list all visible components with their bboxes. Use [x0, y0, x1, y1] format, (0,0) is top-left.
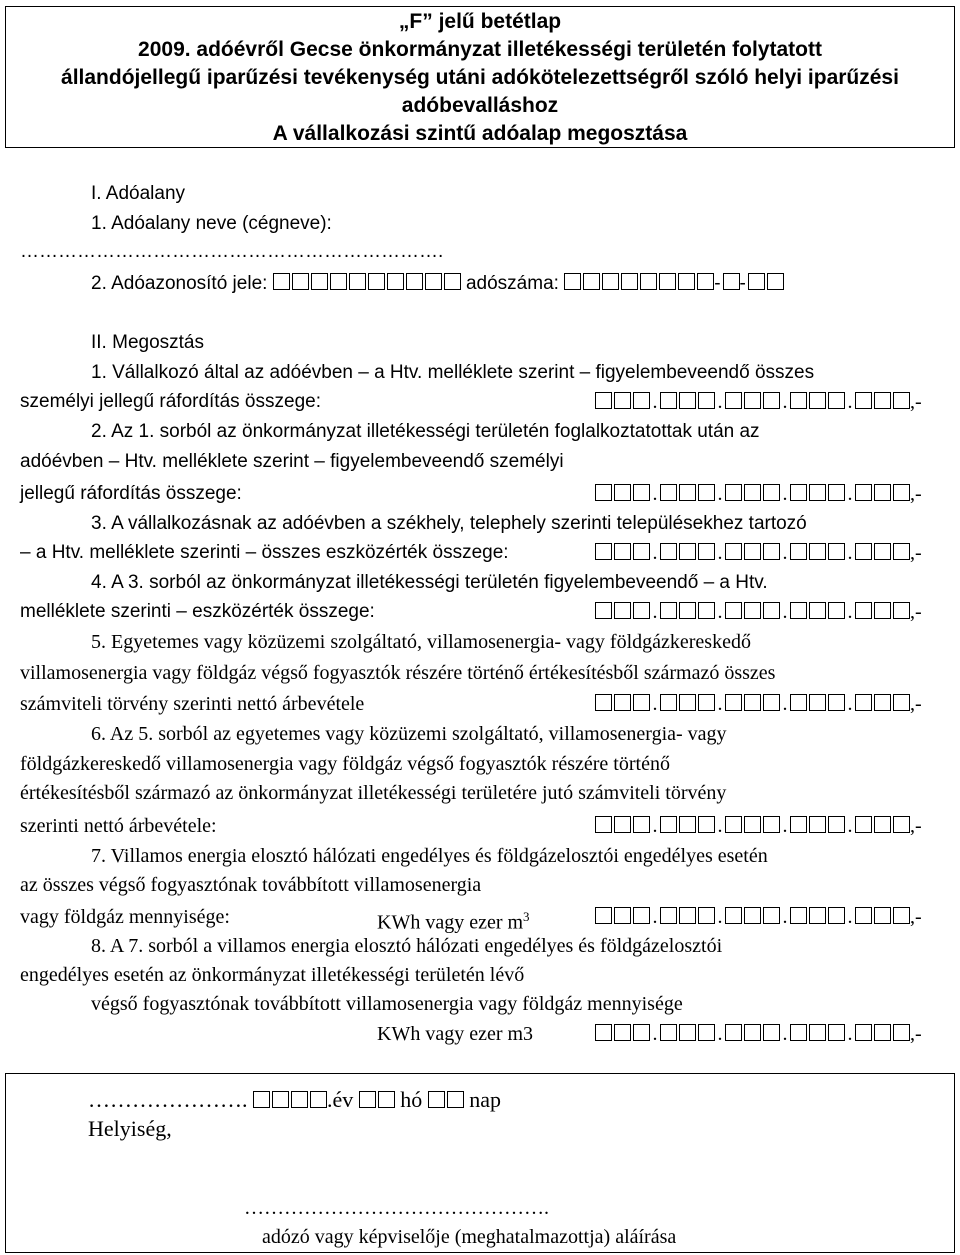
signature-box — [5, 1073, 955, 1253]
header-line-3: állandójellegű iparűzési tevékenység utáni adókötelezettségről szóló helyi iparűzési — [61, 66, 899, 89]
taxpayer-name-label: 1. Adóalany neve (cégneve): — [91, 213, 332, 234]
form-title: „F” jelű betétlap — [398, 10, 562, 33]
year-label: .év — [327, 1087, 354, 1112]
item-3-line-a: 3. A vállalkozásnak az adóévben a székhely, telephely szerinti településekhez tartozó — [91, 513, 807, 534]
tax-id-row — [91, 272, 784, 296]
tax-id-label: 2. Adóazonosító jele: — [91, 273, 268, 294]
item-6-line-b: földgázkereskedő villamosenergia vagy földgáz végső fogyasztók részére történő — [20, 753, 670, 775]
item-8-amount-boxes[interactable]: . . . . ,- — [595, 1022, 920, 1046]
day-label: nap — [469, 1087, 502, 1112]
day-boxes[interactable] — [428, 1086, 464, 1114]
item-4-line-a: 4. A 3. sorból az önkormányzat illetékességi területén figyelembeveendő – a Htv. — [91, 572, 768, 593]
item-4-line-b: melléklete szerinti – eszközérték összege: — [20, 601, 375, 622]
signature-field[interactable]: ………………………………………. — [244, 1197, 549, 1219]
tax-id-boxes[interactable] — [273, 272, 461, 296]
signature-label: adózó vagy képviselője (meghatalmazottja) aláírása — [262, 1226, 677, 1248]
item-8-unit: KWh vagy ezer m3 — [377, 1023, 534, 1045]
header-line-5: A vállalkozási szintű adóalap megosztása — [272, 122, 688, 145]
item-3-amount-boxes[interactable]: . . . . ,- — [595, 541, 920, 565]
place-field[interactable]: …………………. — [88, 1087, 248, 1112]
item-1-line-a: 1. Vállalkozó által az adóévben – a Htv. melléklete szerint – figyelembeveendő összes — [91, 362, 815, 383]
item-5-line-c: számviteli törvény szerinti nettó árbevétele — [20, 693, 365, 715]
date-row — [88, 1086, 501, 1114]
year-boxes[interactable] — [253, 1086, 327, 1114]
item-5-amount-boxes[interactable]: . . . . ,- — [595, 692, 920, 716]
item-1-line-b: személyi jellegű ráfordítás összege: — [20, 391, 321, 412]
item-8-line-a: 8. A 7. sorból a villamos energia elosztó hálózati engedélyes és földgázelosztói — [91, 935, 723, 957]
item-5-line-b: villamosenergia vagy földgáz végső fogyasztók részére történő értékesítésből származó összes — [20, 662, 776, 684]
section-2-heading: II. Megosztás — [91, 332, 204, 353]
item-2-amount-boxes[interactable]: . . . . ,- — [595, 482, 920, 506]
item-7-line-a: 7. Villamos energia elosztó hálózati engedélyes és földgázelosztói engedélyes esetén — [91, 845, 768, 867]
item-7-line-c: vagy földgáz mennyisége: — [20, 906, 230, 928]
item-1-amount-boxes[interactable]: . . . . ,- — [595, 390, 920, 414]
item-6-line-d: szerinti nettó árbevétele: — [20, 815, 217, 837]
item-6-amount-boxes[interactable]: . . . . ,- — [595, 814, 920, 838]
item-2-line-b: adóévben – Htv. melléklete szerint – figyelembeveendő személyi — [20, 451, 564, 472]
item-8-line-b: engedélyes esetén az önkormányzat illetékességi területén lévő — [20, 964, 525, 986]
header-line-2: 2009. adóévről Gecse önkormányzat illetékességi területén folytatott — [138, 38, 822, 61]
tax-number-boxes[interactable]: - - — [564, 272, 784, 296]
tax-number-label: adószáma: — [465, 273, 559, 294]
item-5-line-a: 5. Egyetemes vagy közüzemi szolgáltató, villamosenergia- vagy földgázkereskedő — [91, 631, 751, 653]
month-label: hó — [400, 1087, 423, 1112]
item-6-line-c: értékesítésből származó az önkormányzat illetékességi területére jutó számviteli törvény — [20, 782, 727, 804]
item-6-line-a: 6. Az 5. sorból az egyetemes vagy közüzemi szolgáltató, villamosenergia- vagy — [91, 723, 727, 745]
section-1-heading: I. Adóalany — [91, 183, 186, 204]
item-2-line-c: jellegű ráfordítás összege: — [20, 483, 242, 504]
item-7-unit: KWh vagy ezer $m^3$ — [377, 909, 530, 934]
item-2-line-a: 2. Az 1. sorból az önkormányzat illetékességi területén foglalkoztatottak után az — [91, 421, 760, 442]
header-box — [5, 6, 955, 148]
item-3-line-b: – a Htv. melléklete szerinti – összes eszközérték összege: — [20, 542, 509, 563]
item-8-line-c: végső fogyasztónak továbbított villamosenergia vagy földgáz mennyisége — [91, 993, 683, 1015]
place-label: Helyiség, — [88, 1116, 172, 1141]
item-4-amount-boxes[interactable]: . . . . ,- — [595, 600, 920, 624]
taxpayer-name-field[interactable]: …………………………………………………………. — [20, 241, 444, 262]
item-7-line-b: az összes végső fogyasztónak továbbított villamosenergia — [20, 874, 482, 896]
header-line-4: adóbevalláshoz — [401, 94, 559, 117]
month-boxes[interactable] — [359, 1086, 395, 1114]
item-7-amount-boxes[interactable]: . . . . ,- — [595, 905, 920, 929]
